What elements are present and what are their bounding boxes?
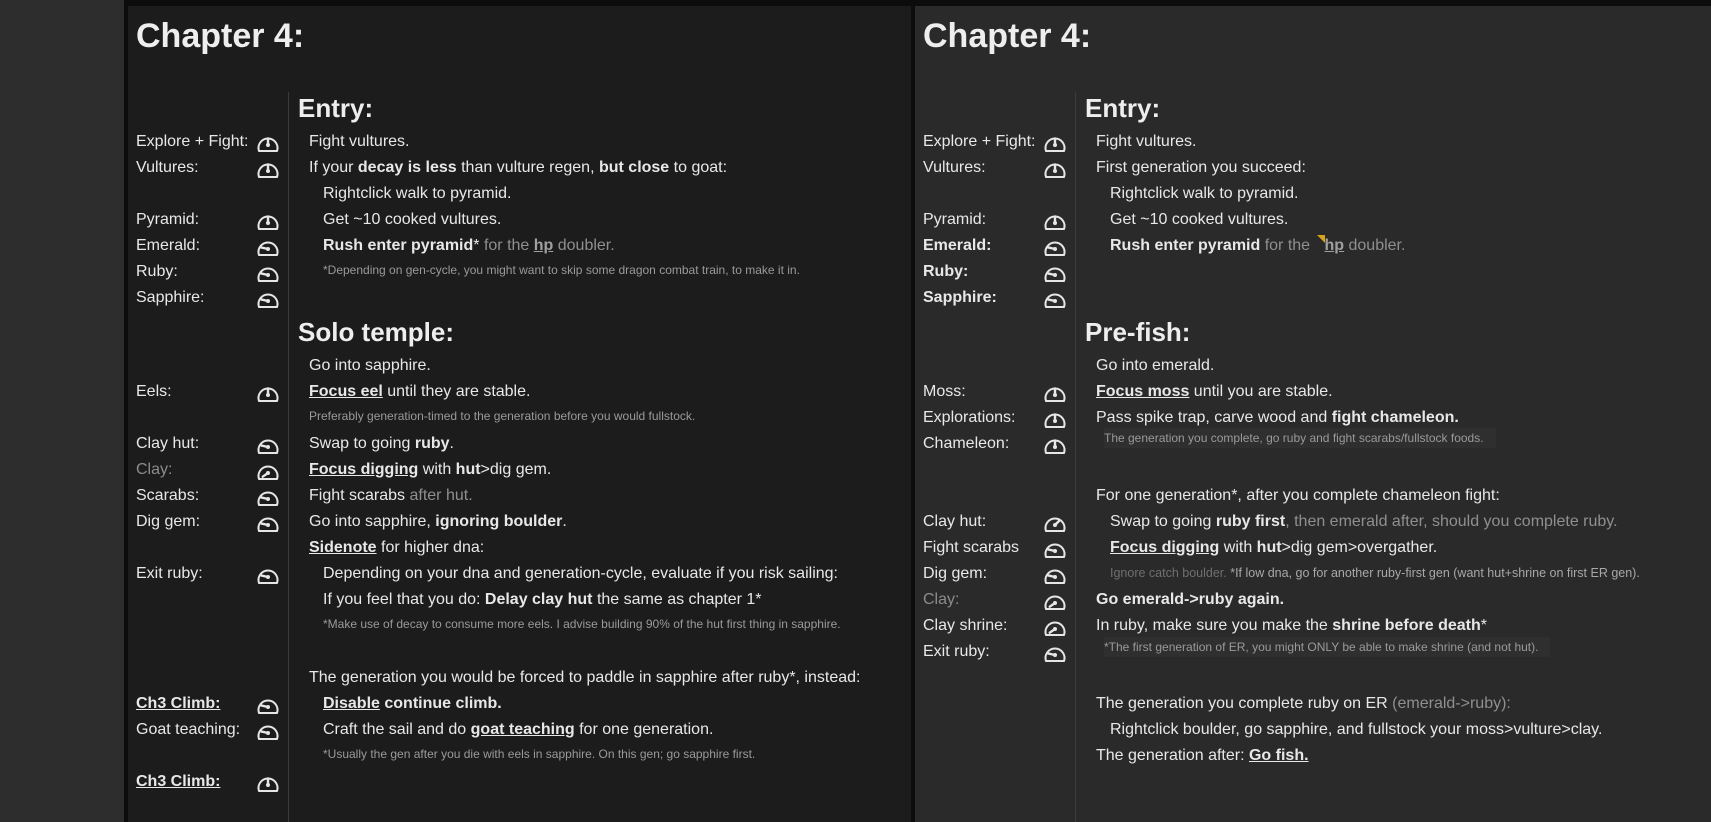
- focus-digging-link[interactable]: Focus digging: [309, 461, 419, 478]
- footnote: Ignore catch boulder. *If low dna, go for another ruby-first gen (want hut+shrine on first ER gen).: [1110, 566, 1640, 580]
- label-emerald: Emerald:: [136, 237, 201, 254]
- go-fish-link[interactable]: Go fish.: [1248, 747, 1309, 764]
- label-vultures: Vultures:: [923, 159, 986, 176]
- step-text: Rush enter pyramid for the hp doubler.: [1110, 237, 1406, 254]
- gauge-icon: [1043, 566, 1067, 586]
- step-text: Craft the sail and do goat teaching for one generation.: [323, 721, 714, 738]
- footnote: The generation you complete, go ruby and fight scarabs/fullstock foods.: [1104, 428, 1496, 448]
- label-explore-fight: Explore + Fight:: [923, 133, 1036, 150]
- label-exit-ruby: Exit ruby:: [923, 643, 990, 660]
- label-dig-gem: Dig gem:: [923, 565, 988, 582]
- gauge-icon: [1043, 134, 1067, 154]
- label-ch3-climb-2[interactable]: Ch3 Climb:: [136, 773, 221, 790]
- step-text: Disable continue climb.: [323, 695, 502, 712]
- gauge-icon: [256, 290, 280, 310]
- step-text: Fight vultures.: [1096, 133, 1197, 150]
- label-dig-gem: Dig gem:: [136, 513, 201, 530]
- step-text: Rush enter pyramid* for the hp doubler.: [323, 237, 615, 254]
- step-text: The generation you complete ruby on ER (emerald->ruby):: [1096, 695, 1511, 712]
- right-guide-pane: [915, 0, 1711, 822]
- gauge-icon: [256, 264, 280, 284]
- gauge-icon: [256, 774, 280, 794]
- gauge-icon: [256, 134, 280, 154]
- step-text: First generation you succeed:: [1096, 159, 1306, 176]
- gauge-icon: [1043, 290, 1067, 310]
- footnote: *Make use of decay to consume more eels. I advise building 90% of the hut first thing in sapphire.: [323, 617, 841, 631]
- step-text: Get ~10 cooked vultures.: [1110, 211, 1289, 228]
- column-divider: [288, 92, 289, 822]
- section-title-entry: Entry:: [298, 93, 374, 123]
- label-exit-ruby: Exit ruby:: [136, 565, 203, 582]
- focus-eel-link[interactable]: Focus eel: [309, 383, 383, 400]
- gauge-icon: [1043, 238, 1067, 258]
- footnote: *Depending on gen-cycle, you might want to skip some dragon combat train, to make it in.: [323, 263, 800, 277]
- gauge-icon: [1043, 592, 1067, 612]
- step-text: Go into sapphire.: [309, 357, 431, 374]
- goat-teaching-link[interactable]: goat teaching: [470, 721, 575, 738]
- label-clay: Clay:: [923, 591, 960, 608]
- step-text: Focus moss until you are stable.: [1096, 383, 1333, 400]
- chapter-title: Chapter 4:: [923, 17, 1092, 55]
- gauge-icon: [1043, 436, 1067, 456]
- step-text: Rightclick walk to pyramid.: [1110, 185, 1299, 202]
- label-vultures: Vultures:: [136, 159, 199, 176]
- step-text: The generation after: Go fish.: [1096, 747, 1309, 764]
- hp-link[interactable]: hp: [533, 237, 554, 254]
- label-explore-fight: Explore + Fight:: [136, 133, 249, 150]
- hp-link[interactable]: hp: [1324, 237, 1345, 254]
- step-text: For one generation*, after you complete chameleon fight:: [1096, 487, 1500, 504]
- left-guide-pane: [124, 0, 915, 822]
- gauge-icon: [256, 160, 280, 180]
- gauge-icon: [1043, 212, 1067, 232]
- label-pyramid: Pyramid:: [923, 211, 987, 228]
- step-text: Focus eel until they are stable.: [309, 383, 531, 400]
- section-title-entry: Entry:: [1085, 93, 1161, 123]
- gauge-icon: [256, 488, 280, 508]
- step-text: Fight scarabs after hut.: [309, 487, 473, 504]
- label-ruby: Ruby:: [923, 263, 969, 280]
- label-chameleon: Chameleon:: [923, 435, 1010, 452]
- step-text: If your decay is less than vulture regen, but close to goat:: [309, 159, 728, 176]
- gauge-icon: [1043, 410, 1067, 430]
- step-text: Go into sapphire, ignoring boulder.: [309, 513, 567, 530]
- gauge-icon: [256, 696, 280, 716]
- step-text: Go emerald->ruby again.: [1096, 591, 1285, 608]
- focus-moss-link[interactable]: Focus moss: [1096, 383, 1190, 400]
- gauge-icon: [256, 436, 280, 456]
- label-fight-scarabs: Fight scarabs: [923, 539, 1020, 556]
- step-text: Rightclick boulder, go sapphire, and fullstock your moss>vulture>clay.: [1110, 721, 1603, 738]
- gauge-icon: [256, 514, 280, 534]
- step-text: If you feel that you do: Delay clay hut the same as chapter 1*: [323, 591, 762, 608]
- footnote: *The first generation of ER, you might ONLY be able to make shrine (and not hut).: [1104, 637, 1550, 657]
- label-explorations: Explorations:: [923, 409, 1016, 426]
- gauge-icon: [1043, 618, 1067, 638]
- gauge-icon: [256, 384, 280, 404]
- step-text: Fight vultures.: [309, 133, 410, 150]
- gauge-icon: [256, 462, 280, 482]
- gauge-icon: [256, 722, 280, 742]
- step-text: Swap to going ruby first, then emerald after, should you complete ruby.: [1110, 513, 1618, 530]
- label-goat-teaching: Goat teaching:: [136, 721, 241, 738]
- step-text: Swap to going ruby.: [309, 435, 454, 452]
- gauge-icon: [1043, 384, 1067, 404]
- step-text: The generation you would be forced to paddle in sapphire after ruby*, instead:: [309, 669, 861, 686]
- section-title-solo-temple: Solo temple:: [298, 317, 455, 347]
- gauge-icon: [256, 238, 280, 258]
- disable-link[interactable]: Disable: [323, 695, 380, 712]
- label-ch3-climb[interactable]: Ch3 Climb:: [136, 695, 221, 712]
- label-clay: Clay:: [136, 461, 173, 478]
- step-text: Focus digging with hut>dig gem>overgather.: [1110, 539, 1438, 556]
- gauge-icon: [256, 212, 280, 232]
- comment-marker-icon[interactable]: [1317, 235, 1325, 243]
- step-text: Pass spike trap, carve wood and fight chameleon.: [1096, 409, 1459, 426]
- gauge-icon: [1043, 514, 1067, 534]
- label-pyramid: Pyramid:: [136, 211, 200, 228]
- label-moss: Moss:: [923, 383, 966, 400]
- label-clay-hut: Clay hut:: [136, 435, 200, 452]
- focus-digging-link[interactable]: Focus digging: [1110, 539, 1220, 556]
- label-clay-shrine: Clay shrine:: [923, 617, 1008, 634]
- label-eels: Eels:: [136, 383, 172, 400]
- step-text: Sidenote for higher dna:: [309, 539, 485, 556]
- step-text: In ruby, make sure you make the shrine before death*: [1096, 617, 1487, 634]
- column-divider: [1075, 92, 1076, 822]
- gauge-icon: [1043, 540, 1067, 560]
- step-text: Get ~10 cooked vultures.: [323, 211, 502, 228]
- label-ruby: Ruby:: [136, 263, 178, 280]
- step-text: Rightclick walk to pyramid.: [323, 185, 512, 202]
- sidenote-link[interactable]: Sidenote: [309, 539, 377, 556]
- gauge-icon: [256, 566, 280, 586]
- gauge-icon: [1043, 160, 1067, 180]
- step-text: Focus digging with hut>dig gem.: [309, 461, 552, 478]
- label-clay-hut: Clay hut:: [923, 513, 987, 530]
- footnote: *Usually the gen after you die with eels in sapphire. On this gen; go sapphire first.: [323, 747, 756, 761]
- gauge-icon: [1043, 264, 1067, 284]
- label-scarabs: Scarabs:: [136, 487, 200, 504]
- step-text: Go into emerald.: [1096, 357, 1215, 374]
- chapter-title: Chapter 4:: [136, 17, 305, 55]
- label-sapphire: Sapphire:: [923, 289, 997, 306]
- step-text: Depending on your dna and generation-cycle, evaluate if you risk sailing:: [323, 565, 838, 582]
- footnote: Preferably generation-timed to the generation before you would fullstock.: [309, 409, 696, 423]
- label-emerald: Emerald:: [923, 237, 992, 254]
- gauge-icon: [1043, 644, 1067, 664]
- label-sapphire: Sapphire:: [136, 289, 205, 306]
- section-title-pre-fish: Pre-fish:: [1085, 317, 1191, 347]
